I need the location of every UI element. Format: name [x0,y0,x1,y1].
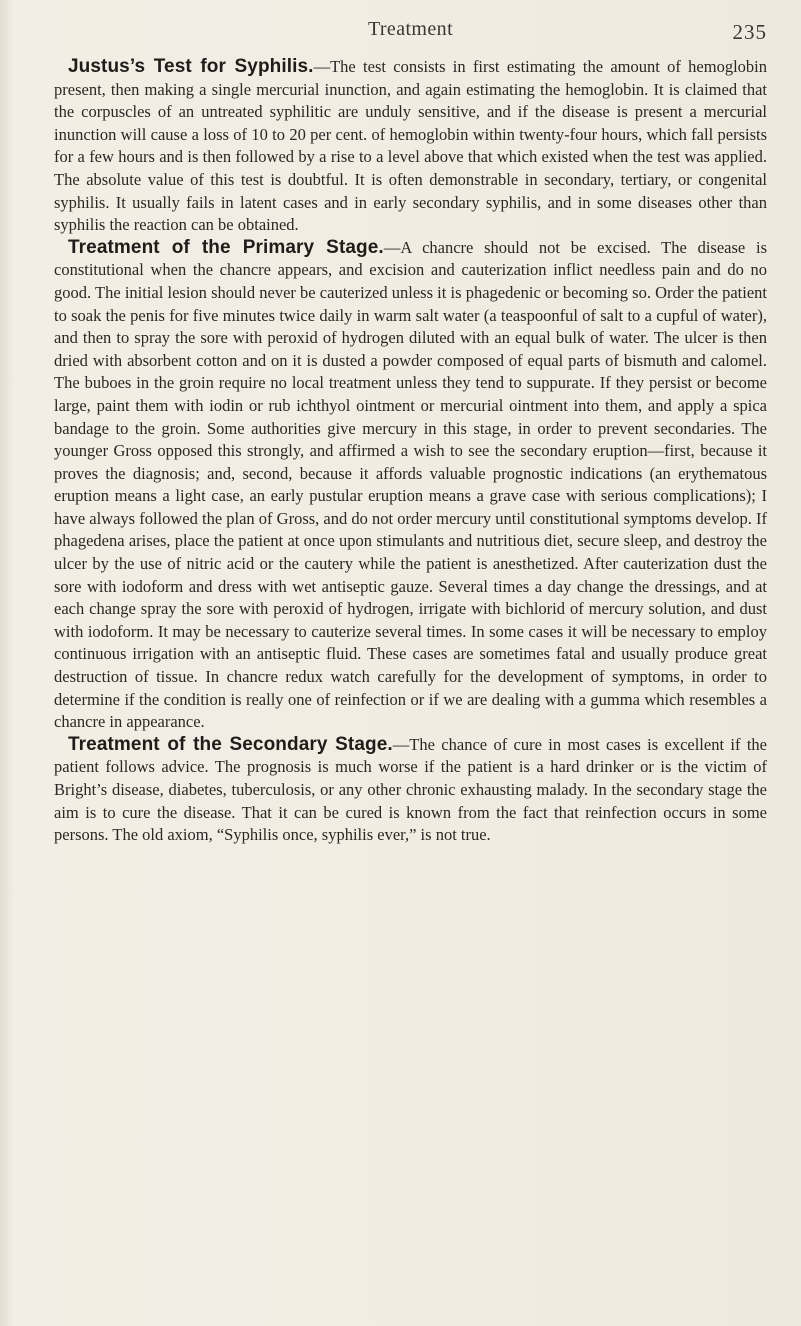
section-heading: Treatment of the Primary Stage. [68,236,384,258]
section-text: —The chance of cure in most cases is excellent if the patient follows advice. The prognosis is much worse if the patient is a hard drinker or is the victim of Bright’s disease, diabetes, tuberculosis, or any other chronic exhausting malady. In the secondary stage the aim is to cure the disease. That it can be cured is known from the fact that reinfection occurs in some persons. The old axiom, “Syphilis once, syphilis ever,” is not true. [54,734,768,845]
section-heading: Treatment of the Secondary Stage. [68,733,393,755]
section-secondary-stage [54,734,767,847]
section-text: —A chancre should not be excised. The disease is constitutional when the chancre appears, and excision and cauterization inflict needless pain and do no good. The initial lesion should never be cauterized unless it is phagedenic or becoming so. Order the patient to soak the penis for five minutes twice daily in warm salt water (a teaspoonful of salt to a cupful of water), and then to spray the sore with peroxid of hydrogen diluted with an equal bulk of water. The ulcer is then dried with absorbent cotton and on it is dusted a powder composed of equal parts of bismuth and calomel. The buboes in the groin require no local treatment unless they tend to suppurate. If they persist or become large, paint them with iodin or rub ichthyol ointment or mercurial ointment into them, and apply a spica bandage to the groin. Some authorities give mercury in this stage, in order to prevent secondaries. The younger Gross opposed this strongly, and affirmed a wish to see the secondary eruption—first, because it proves the diagnosis; and, second, because it affords valuable prognostic indications (an erythematous eruption means a light case, an early pustular eruption means a grave case with serious complications); I have always followed the plan of Gross, and do not order mercury until constitutional symptoms develop. If phagedena arises, place the patient at once upon stimulants and nutritious diet, secure sleep, and destroy the ulcer by the use of nitric acid or the cautery while the patient is anesthetized. After cauterization dust the sore with iodoform and dress with wet antiseptic gauze. Several times a day change the dressings, and at each change spray the sore with peroxid of hydrogen, irrigate with bichlorid of mercury solution, and dust with iodoform. It may be necessary to cauterize several times. In some cases it will be necessary to employ continuous irrigation with an antiseptic fluid. These cases are sometimes fatal and usually produce great destruction of tissue. In chancre redux watch carefully for the development of symptoms, in order to determine if the condition is really one of reinfection or if we are dealing with a gumma which resembles a chancre in appearance. [54,237,768,732]
page-number: 235 [732,20,767,44]
section-primary-stage [54,237,767,734]
running-head-title: Treatment [367,18,454,40]
body-text [54,56,767,847]
section-justus-test [54,56,767,237]
section-text: —The test consists in first estimating the amount of hemoglobin present, then making a single mercurial inunction, and again estimating the hemoglobin. It is claimed that the corpuscles of an untreated syphilitic are unduly sensitive, and if the disease is present a mercurial inunction will cause a loss of 10 to 20 per cent. of hemoglobin within twenty-four hours, which fall persists for a few hours and is then followed by a rise to a level above that which existed when the test was applied. The absolute value of this test is doubtful. It is often demonstrable in secondary, tertiary, or congenital syphilis. It usually fails in latent cases and in early secondary syphilis, and in some diseases other than syphilis the reaction can be obtained. [54,57,767,235]
running-head [54,18,767,48]
page-gutter-shadow [0,0,14,1326]
section-heading: Justus’s Test for Syphilis. [68,56,314,77]
